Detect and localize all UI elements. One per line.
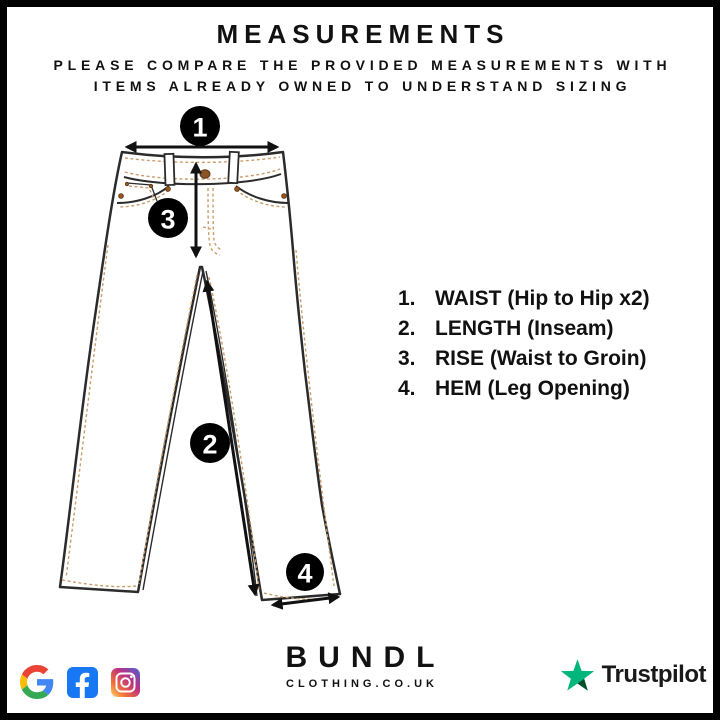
legend-item-hem — [398, 374, 650, 404]
legend-item-label: LENGTH (Inseam) — [435, 317, 614, 340]
legend-item-label: WAIST (Hip to Hip x2) — [435, 287, 650, 310]
marker-badge-hem — [286, 553, 324, 591]
legend-item-waist — [398, 284, 650, 314]
subtitle-line-1: PLEASE COMPARE THE PROVIDED MEASUREMENTS WITH — [53, 57, 672, 73]
jeans-measurement-diagram — [40, 98, 370, 628]
svg-text:1: 1 — [192, 112, 208, 143]
svg-text:4: 4 — [297, 558, 313, 589]
subtitle — [0, 55, 720, 97]
legend-item-rise — [398, 344, 650, 374]
trustpilot-label: Trustpilot — [601, 661, 706, 688]
legend-item-number: 3. — [398, 347, 416, 370]
legend-item-label: HEM (Leg Opening) — [435, 377, 630, 400]
jeans-drawing — [60, 152, 340, 600]
marker-badge-length — [190, 423, 230, 463]
jeans-button — [200, 170, 210, 178]
trustpilot-logo — [559, 659, 706, 691]
brand-tagline: CLOTHING.CO.UK — [286, 678, 438, 690]
legend-item-length — [398, 314, 650, 344]
measurement-legend — [398, 284, 650, 404]
legend-item-number: 2. — [398, 317, 416, 340]
legend-item-label: RISE (Waist to Groin) — [435, 347, 647, 370]
page-title: MEASUREMENTS — [216, 19, 510, 49]
marker-badge-rise — [148, 198, 188, 238]
svg-text:2: 2 — [202, 429, 218, 460]
brand-name: BUNDL — [285, 641, 446, 674]
subtitle-line-2: ITEMS ALREADY OWNED TO UNDERSTAND SIZING — [93, 78, 632, 94]
trustpilot-star-icon — [559, 659, 596, 691]
marker-badge-waist — [180, 106, 220, 146]
legend-item-number: 4. — [398, 377, 416, 400]
svg-text:3: 3 — [160, 204, 176, 235]
legend-item-number: 1. — [398, 287, 416, 310]
